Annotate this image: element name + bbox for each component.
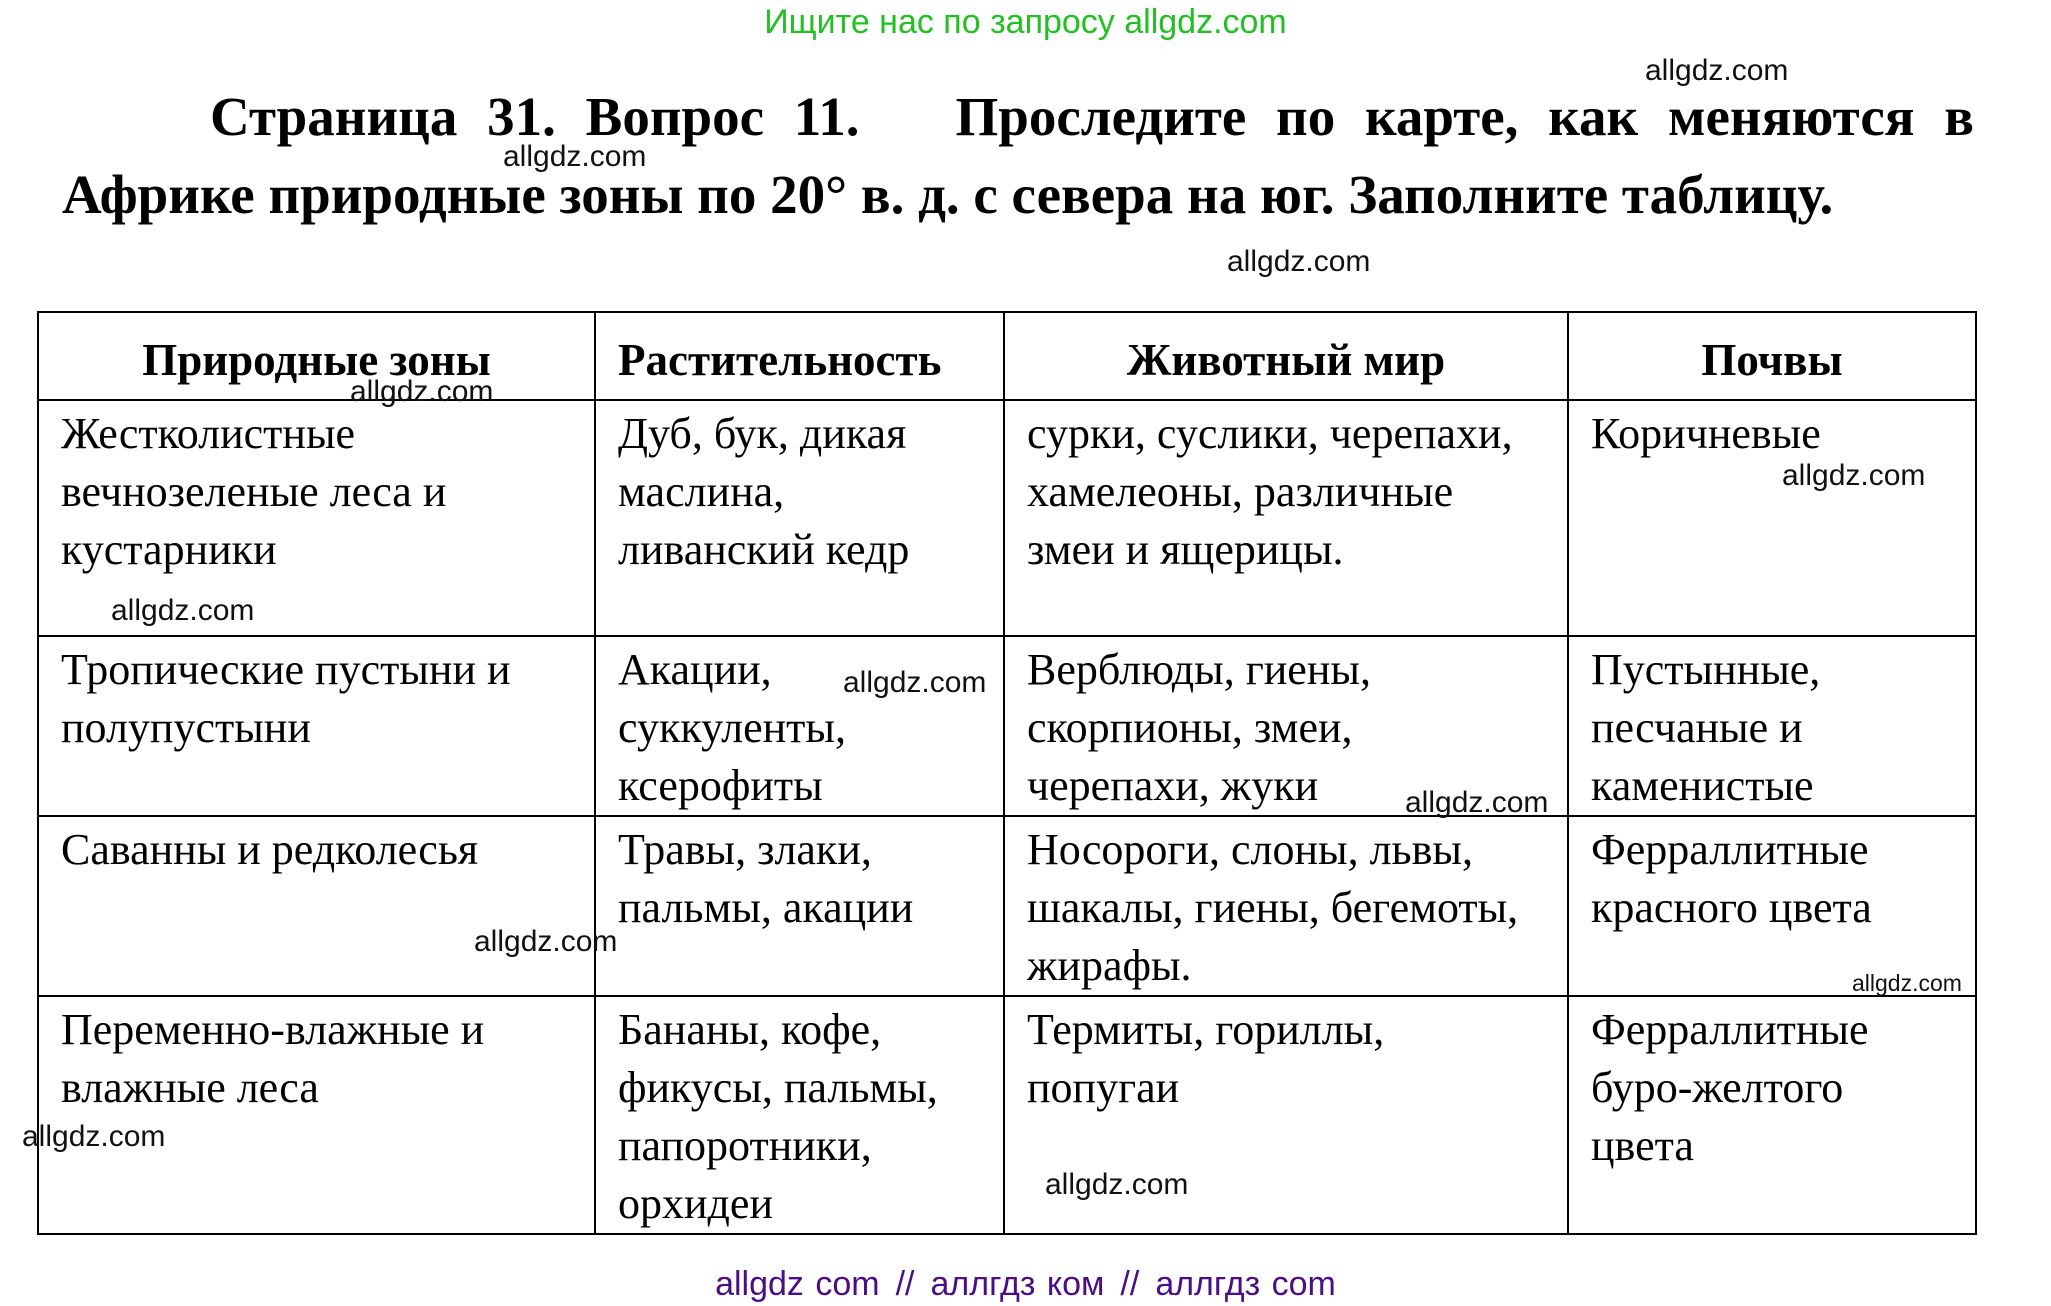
cell-vegetation: Бананы, кофе, фикусы, пальмы, папоротники, орхидеи (595, 996, 1004, 1234)
cell-soils: Ферраллитные буро-желтого цвета (1568, 996, 1976, 1234)
watermark: allgdz.com (111, 594, 255, 627)
watermark: allgdz.com (1405, 786, 1549, 819)
watermark: allgdz.com (1645, 54, 1789, 87)
question-label: Страница 31. Вопрос 11. (210, 86, 860, 147)
cell-zone: Саванны и редколесья (38, 816, 595, 996)
cell-animals: Верблюды, гиены, скорпионы, змеи, черепахи, жуки (1004, 636, 1568, 816)
watermark: allgdz.com (22, 1120, 166, 1153)
cell-zone: Тропические пустыни и полупустыни (38, 636, 595, 816)
watermark: allgdz.com (1782, 459, 1926, 492)
footer-link[interactable]: allgdz com (715, 1265, 880, 1303)
column-header-vegetation: Растительность (595, 312, 1004, 400)
cell-vegetation: Дуб, бук, дикая маслина, ливанский кедр (595, 400, 1004, 636)
question-heading (62, 78, 1974, 234)
column-header-soils: Почвы (1568, 312, 1976, 400)
cell-animals: Носороги, слоны, львы, шакалы, гиены, бегемоты, жирафы. (1004, 816, 1568, 996)
cell-soils: Коричневые (1568, 400, 1976, 636)
table-row (38, 996, 1976, 1234)
table-row (38, 400, 1976, 636)
cell-vegetation: Акации, суккуленты, ксерофиты (595, 636, 1004, 816)
cell-zone: Жестколистные вечнозеленые леса и кустарники (38, 400, 595, 636)
watermark: allgdz.com (843, 666, 987, 699)
watermark: allgdz.com (1045, 1168, 1189, 1201)
cell-animals: сурки, суслики, черепахи, хамелеоны, различные змеи и ящерицы. (1004, 400, 1568, 636)
footer-links (0, 1262, 2051, 1306)
footer-separator: // (1120, 1265, 1140, 1303)
table-row (38, 636, 1976, 816)
table-row (38, 816, 1976, 996)
cell-soils: Пустынные, песчаные и каменистые (1568, 636, 1976, 816)
footer-link[interactable]: аллгдз com (1155, 1265, 1336, 1303)
cell-animals: Термиты, гориллы, попугаи (1004, 996, 1568, 1234)
watermark: allgdz.com (1227, 245, 1371, 278)
watermark: allgdz.com (1852, 970, 1962, 996)
natural-zones-table (37, 311, 1977, 1235)
column-header-animals: Животный мир (1004, 312, 1568, 400)
search-banner: Ищите нас по запросу allgdz.com (764, 3, 1287, 41)
cell-zone: Переменно-влажные и влажные леса (38, 996, 595, 1234)
cell-vegetation: Травы, злаки, пальмы, акации (595, 816, 1004, 996)
footer-link[interactable]: аллгдз ком (930, 1265, 1105, 1303)
column-header-zones: Природные зоны (38, 312, 595, 400)
watermark: allgdz.com (350, 375, 494, 408)
table-header-row (38, 312, 1976, 400)
watermark: allgdz.com (503, 140, 647, 173)
question-text: Проследите по карте, как меняются в Африке природные зоны по 20° в. д. с севера на юг. Заполните таблицу. (62, 86, 1974, 225)
watermark: allgdz.com (474, 925, 618, 958)
cell-soils: Ферраллитные красного цвета (1568, 816, 1976, 996)
footer-separator: // (895, 1265, 915, 1303)
